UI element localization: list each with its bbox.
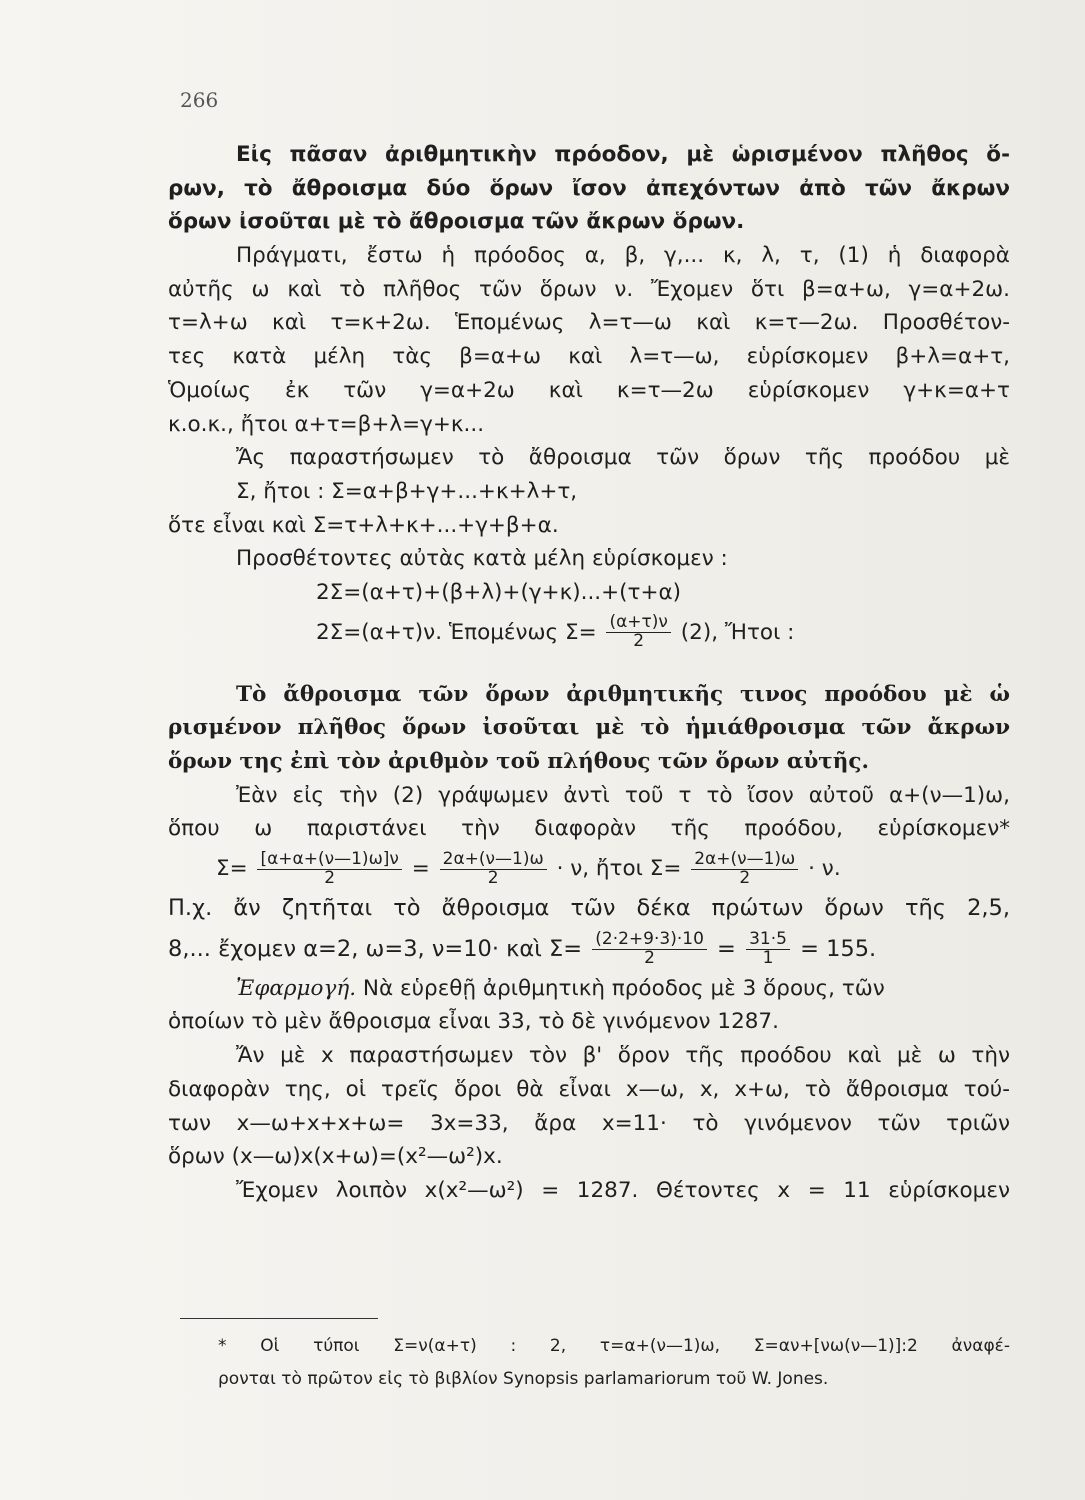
equation-2 xyxy=(168,610,1010,656)
theorem-line-1: Εἰς πᾶσαν ἀριθμητικὴν πρόοδον, μὲ ὡρισμένον πλῆθος ὅ- xyxy=(236,142,1010,167)
derivation-line-2: ὅπου ω παριστάνει τὴν διαφορὰν τῆς προόδου, εὑρίσκομεν* xyxy=(168,816,1010,842)
proof-line-5: Ὁμοίως ἐκ τῶν γ=α+2ω καὶ κ=τ—2ω εὑρίσκομεν γ+κ=α+τ xyxy=(168,377,1010,403)
application-line-4: διαφορὰν της, οἱ τρεῖς ὅροι θὰ εἶναι x—ω, x, x+ω, τὸ ἄθροισμα τού- xyxy=(168,1076,1010,1102)
proof-line-10: Προσθέτοντες αὐτὰς κατὰ μέλη εὑρίσκομεν : xyxy=(236,546,728,572)
main-text xyxy=(168,138,1010,1208)
equation-2-left: 2Σ=(α+τ)ν. Ἑπομένως Σ= xyxy=(316,619,597,645)
example-line-1: Π.χ. ἄν ζητῆται τὸ ἄθροισμα τῶν δέκα πρώτων ὅρων τῆς 2,5, xyxy=(168,895,1010,922)
application-line-6: ὅρων (x—ω)x(x+ω)=(x²—ω²)x. xyxy=(168,1144,503,1170)
equation-sum-pairs: 2Σ=(α+τ)+(β+λ)+(γ+κ)...+(τ+α) xyxy=(316,579,682,605)
theorem2-line-2: ρισμένον πλῆθος ὅρων ἰσοῦται μὲ τὸ ἡμιάθροισμα τῶν ἄκρων xyxy=(168,715,1010,741)
equation-2-right: (2), Ἤτοι : xyxy=(680,619,795,645)
application-line-7: Ἔχομεν λοιπὸν x(x²—ω²) = 1287. Θέτοντες x = 11 εὑρίσκομεν xyxy=(236,1177,1010,1203)
proof-line-7: Ἄς παραστήσωμεν τὸ ἄθροισμα τῶν ὅρων τῆς προόδου μὲ xyxy=(236,445,1010,471)
footnote-divider xyxy=(180,1318,378,1319)
fraction: $\frac{2\alpha+(\nu—1)\omega}{2}$ xyxy=(691,851,798,888)
example-line-2: 8,... ἔχομεν α=2, ω=3, ν=10· καὶ Σ= $\frac{(2\cdot 2+9\cdot 3)\cdot 10}{2}$ = $\frac{31\cdot 5}{1}$ = 155. xyxy=(168,928,877,968)
fraction: $\frac{[\alpha+\alpha+(\nu—1)\omega]\nu}{2}$ xyxy=(257,851,401,888)
proof-line-2: αὐτῆς ω καὶ τὸ πλῆθος τῶν ὅρων ν. Ἔχομεν ὅτι β=α+ω, γ=α+2ω. xyxy=(168,276,1010,302)
proof-line-9: ὅτε εἶναι καὶ Σ=τ+λ+κ+...+γ+β+α. xyxy=(168,512,559,538)
footnote xyxy=(218,1330,1010,1396)
proof-line-1: Πράγματι, ἔστω ἡ πρόοδος α, β, γ,... κ, λ, τ, (1) ἡ διαφορὰ xyxy=(236,243,1010,269)
application-line-1: Ἐφαρμογή. Νὰ εὑρεθῇ ἀριθμητικὴ πρόοδος μὲ 3 ὅρους, τῶν xyxy=(236,975,885,1001)
proof-line-4: τες κατὰ μέλη τὰς β=α+ω καὶ λ=τ—ω, εὑρίσκομεν β+λ=α+τ, xyxy=(168,344,1010,370)
proof-line-6: κ.ο.κ., ἤτοι α+τ=β+λ=γ+κ... xyxy=(168,411,485,437)
application-label: Ἐφαρμογή. xyxy=(236,975,357,1001)
application-line-2: ὁποίων τὸ μὲν ἄθροισμα εἶναι 33, τὸ δὲ γινόμενον 1287. xyxy=(168,1009,779,1035)
formula-general: Σ= $\frac{[\alpha+\alpha+(\nu—1)\omega]\nu}{2}$ = $\frac{2\alpha+(\nu—1)\omega}{2}$ · ν, ἤτοι Σ= $\frac{2\alpha+(\nu—1)\omega}{2}$ · ν. xyxy=(216,848,841,888)
theorem2-line-1: Τὸ ἄθροισμα τῶν ὅρων ἀριθμητικῆς τινος προόδου μὲ ὡ xyxy=(236,681,1010,707)
derivation-line-1: Ἐὰν εἰς τὴν (2) γράψωμεν ἀντὶ τοῦ τ τὸ ἴσον αὐτοῦ α+(ν—1)ω, xyxy=(236,782,1010,808)
proof-line-3: τ=λ+ω καὶ τ=κ+2ω. Ἑπομένως λ=τ—ω καὶ κ=τ—2ω. Προσθέτον- xyxy=(168,310,1010,336)
theorem-line-2: ρων, τὸ ἄθροισμα δύο ὅρων ἴσον ἀπεχόντων ἀπὸ τῶν ἄκρων xyxy=(168,175,1010,201)
application-line-5: των x—ω+x+x+ω= 3x=33, ἄρα x=11· τὸ γινόμενον τῶν τριῶν xyxy=(168,1110,1010,1136)
fraction: $\frac{(\alpha+\tau)\nu}{2}$ xyxy=(606,614,670,651)
footnote-line-2: ρονται τὸ πρῶτον εἰς τὸ βιβλίον Synopsis parlamariorum τοῦ W. Jones. xyxy=(218,1369,829,1389)
fraction: $\frac{31\cdot 5}{1}$ xyxy=(746,931,790,968)
fraction: $\frac{(2\cdot 2+9\cdot 3)\cdot 10}{2}$ xyxy=(592,931,707,968)
proof-line-8: Σ, ἤτοι : Σ=α+β+γ+...+κ+λ+τ, xyxy=(236,478,578,504)
page-number: 266 xyxy=(180,88,219,112)
application-line-3: Ἄν μὲ x παραστήσωμεν τὸν β' ὅρον τῆς προόδου καὶ μὲ ω τὴν xyxy=(236,1043,1010,1069)
fraction: $\frac{2\alpha+(\nu—1)\omega}{2}$ xyxy=(440,851,547,888)
footnote-line-1: * Οἱ τύποι Σ=ν(α+τ) : 2, τ=α+(ν—1)ω, Σ=αν+[νω(ν—1)]:2 ἀναφέ- xyxy=(218,1336,1010,1356)
theorem2-line-3: ὅρων της ἐπὶ τὸν ἀριθμὸν τοῦ πλήθους τῶν ὅρων αὐτῆς. xyxy=(168,749,869,774)
theorem-line-3: ὅρων ἰσοῦται μὲ τὸ ἄθροισμα τῶν ἄκρων ὅρων. xyxy=(168,209,745,235)
